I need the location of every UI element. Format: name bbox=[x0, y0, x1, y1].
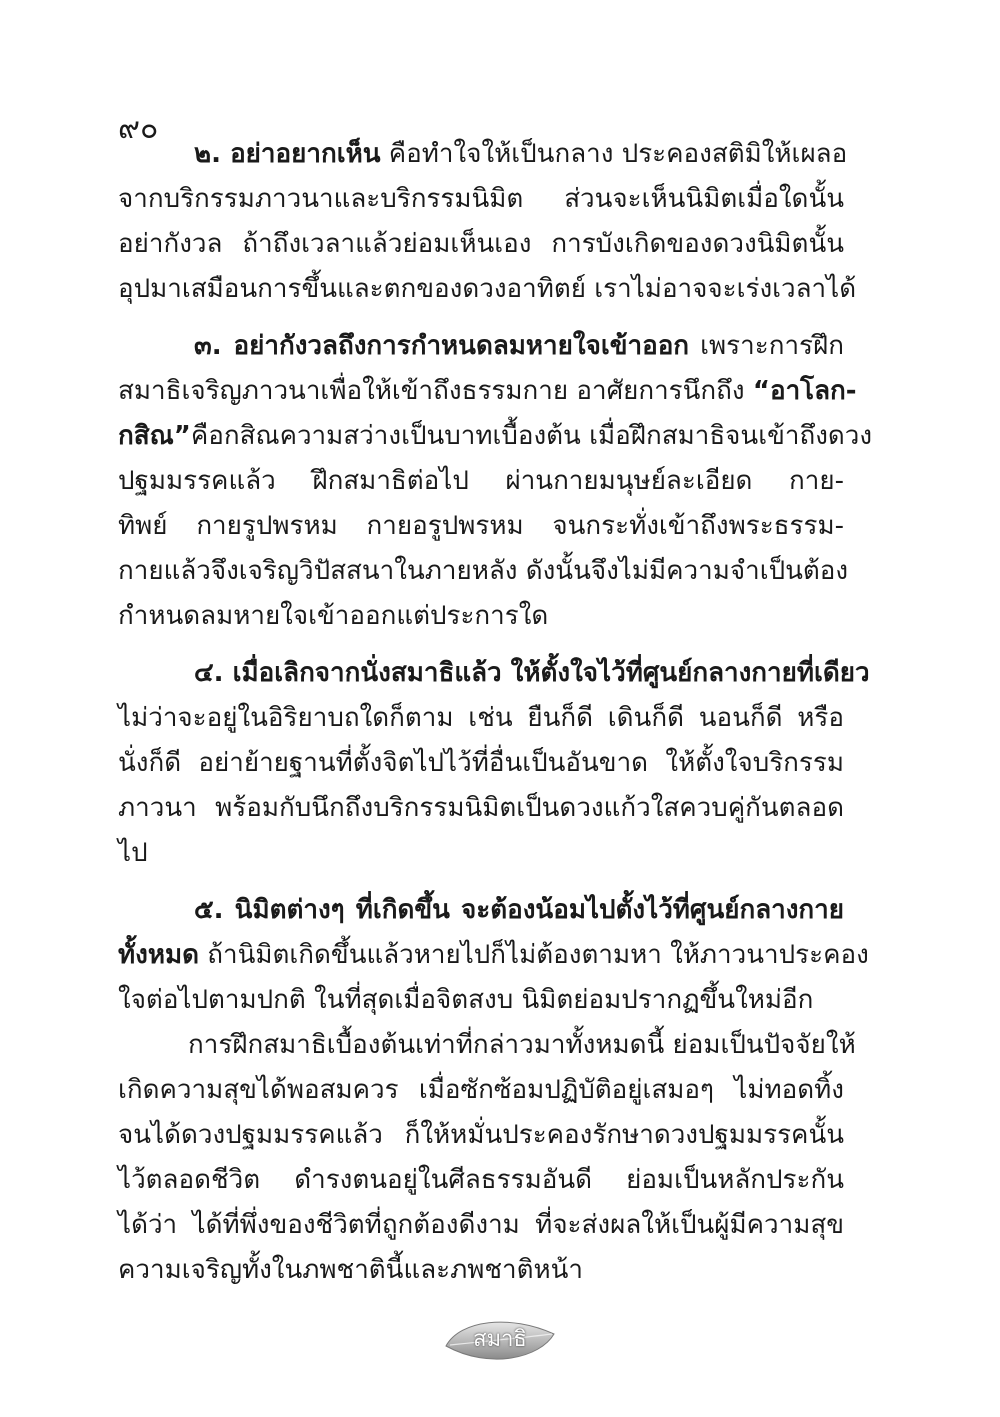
line-text: อุปมาเสมือนการขึ้นและตกของดวงอาทิตย์ เราไม่อาจจะเร่งเวลาได้ bbox=[118, 274, 857, 304]
text-line bbox=[118, 549, 849, 594]
line-text: ความเจริญทั้งในภพชาตินี้และภพชาติหน้า bbox=[118, 1255, 584, 1285]
line-text: จนได้ดวงปฐมมรรคแล้ว ก็ให้หมั่นประคองรักษาดวงปฐมมรรคนั้น bbox=[118, 1120, 844, 1150]
line-text: ถ้านิมิตเกิดขึ้นแล้วหายไปก็ไม่ต้องตามหา ให้ภาวนาประคอง bbox=[199, 940, 869, 970]
text-line bbox=[118, 594, 844, 639]
paragraph-conclusion bbox=[118, 1023, 856, 1293]
text-line bbox=[118, 1113, 844, 1158]
line-text: ไม่ว่าจะอยู่ในอิริยาบถใดก็ตาม เช่น ยืนก็ดี เดินก็ดี นอนก็ดี หรือ bbox=[118, 703, 844, 733]
paragraph-item-4 bbox=[118, 651, 870, 876]
bold-heading: ๕. นิมิตต่างๆ ที่เกิดขึ้น จะต้องน้อมไปตั้งไว้ที่ศูนย์กลางกาย bbox=[194, 895, 844, 925]
line-text: กำหนดลมหายใจเข้าออกแต่ประการใด bbox=[118, 601, 549, 631]
line-text: จากบริกรรมภาวนาและบริกรรมนิมิต ส่วนจะเห็นนิมิตเมื่อใดนั้น bbox=[118, 184, 844, 214]
bold-term: “อาโลก- bbox=[752, 376, 857, 406]
line-text: ปฐมมรรคแล้ว ฝึกสมาธิต่อไป ผ่านกายมนุษย์ละเอียด กาย- bbox=[118, 466, 844, 496]
bold-term: กสิณ” bbox=[118, 421, 191, 451]
text-line bbox=[118, 177, 844, 222]
text-line bbox=[118, 696, 844, 741]
text-line bbox=[118, 1248, 844, 1293]
text-line bbox=[118, 1203, 844, 1248]
line-text: กายแล้วจึงเจริญวิปัสสนาในภายหลัง ดังนั้นจึงไม่มีความจำเป็นต้อง bbox=[118, 556, 849, 586]
text-line bbox=[118, 978, 844, 1023]
line-text: การฝึกสมาธิเบื้องต้นเท่าที่กล่าวมาทั้งหมดนี้ ย่อมเป็นปัจจัยให้ bbox=[188, 1030, 856, 1060]
line-text: ไป bbox=[118, 838, 148, 868]
line-text: อย่ากังวล ถ้าถึงเวลาแล้วย่อมเห็นเอง การบังเกิดของดวงนิมิตนั้น bbox=[118, 229, 844, 259]
text-line bbox=[118, 267, 857, 312]
paragraph-item-2 bbox=[118, 132, 857, 312]
text-line bbox=[118, 741, 844, 786]
text-line bbox=[118, 222, 844, 267]
text-line bbox=[118, 369, 857, 414]
text-line bbox=[118, 504, 844, 549]
line-text: เพราะการฝึก bbox=[689, 331, 844, 361]
line-text: ใจต่อไปตามปกติ ในที่สุดเมื่อจิตสงบ นิมิตย่อมปรากฏขึ้นใหม่อีก bbox=[118, 985, 814, 1015]
text-line bbox=[118, 459, 844, 504]
text-line bbox=[118, 1068, 844, 1113]
text-line bbox=[118, 888, 844, 933]
text-line bbox=[118, 324, 844, 369]
line-text: ภาวนา พร้อมกับนึกถึงบริกรรมนิมิตเป็นดวงแก้วใสควบคู่กันตลอด bbox=[118, 793, 844, 823]
text-line bbox=[118, 414, 873, 459]
text-line bbox=[118, 831, 844, 876]
text-line bbox=[118, 1158, 844, 1203]
text-line bbox=[118, 651, 870, 696]
bold-heading: ๓. อย่ากังวลถึงการกำหนดลมหายใจเข้าออก bbox=[194, 331, 690, 361]
text-line bbox=[118, 1023, 856, 1068]
line-text: ไว้ตลอดชีวิต ดำรงตนอยู่ในศีลธรรมอันดี ย่อมเป็นหลักประกัน bbox=[118, 1165, 844, 1195]
paragraph-item-5 bbox=[118, 888, 869, 1023]
text-line bbox=[118, 132, 848, 177]
bold-heading: ๒. อย่าอยากเห็น bbox=[194, 139, 381, 169]
bold-heading: ๔. เมื่อเลิกจากนั่งสมาธิแล้ว ให้ตั้งใจไว้ที่ศูนย์กลางกายที่เดียว bbox=[194, 658, 870, 688]
line-text: เกิดความสุขได้พอสมควร เมื่อซักซ้อมปฏิบัติอยู่เสมอๆ ไม่ทอดทิ้ง bbox=[118, 1075, 844, 1105]
line-text: ได้ว่า ได้ที่พึ่งของชีวิตที่ถูกต้องดีงาม ที่จะส่งผลให้เป็นผู้มีความสุข bbox=[118, 1210, 844, 1240]
line-text: นั่งก็ดี อย่าย้ายฐานที่ตั้งจิตไปไว้ที่อื่นเป็นอันขาด ให้ตั้งใจบริกรรม bbox=[118, 748, 844, 778]
bold-term: ทั้งหมด bbox=[118, 940, 199, 970]
page-number: ๙๐ bbox=[118, 111, 159, 146]
line-text: ทิพย์ กายรูปพรหม กายอรูปพรหม จนกระทั่งเข้าถึงพระธรรม- bbox=[118, 511, 844, 541]
line-text: คือทำใจให้เป็นกลาง ประคองสติมิให้เผลอ bbox=[380, 139, 848, 169]
line-text: สมาธิเจริญภาวนาเพื่อให้เข้าถึงธรรมกาย อาศัยการนึกถึง bbox=[118, 376, 753, 406]
document-body bbox=[118, 132, 873, 1305]
text-line bbox=[118, 933, 869, 978]
paragraph-item-3 bbox=[118, 324, 873, 639]
text-line bbox=[118, 786, 844, 831]
line-text: คือกสิณความสว่างเป็นบาทเบื้องต้น เมื่อฝึกสมาธิจนเข้าถึงดวง bbox=[190, 421, 873, 451]
footer-label: สมาธิ bbox=[473, 1327, 527, 1352]
